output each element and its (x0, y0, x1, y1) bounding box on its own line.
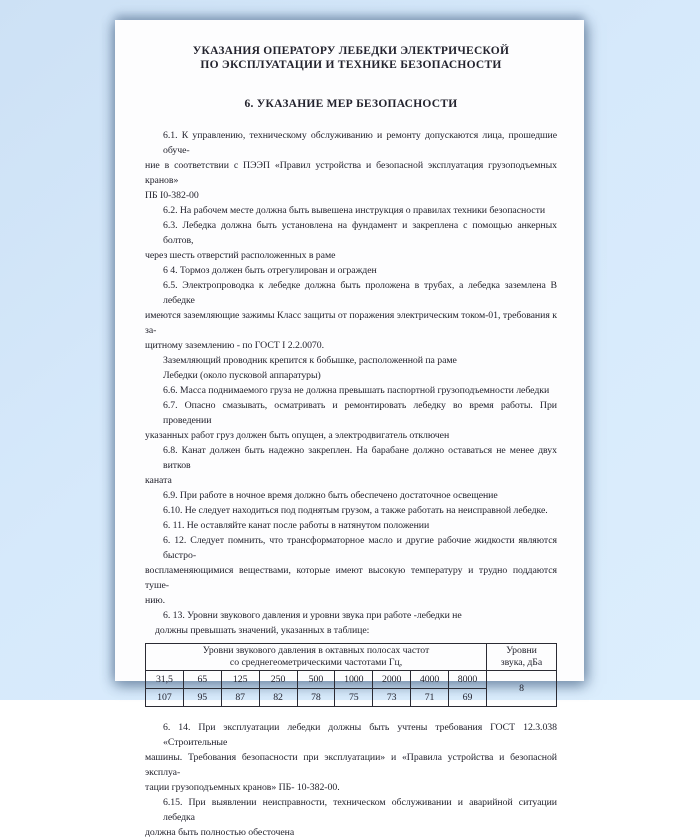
table-header-sound-line2: звука, дБа (500, 657, 543, 668)
pressure-level-cell: 87 (221, 689, 259, 707)
text-line: 6. 14. При эксплуатации лебедки должны быть учтены требования ГОСТ 12.3.038 «Строительные (163, 722, 557, 748)
frequency-cell: 65 (183, 671, 221, 689)
pressure-level-cell: 82 (259, 689, 297, 707)
pressure-level-cell: 78 (297, 689, 335, 707)
text-line: 6.6. Масса поднимаемого груза не должна превышать паспортной грузоподъемности лебедки (163, 385, 550, 396)
text-line: ПБ I0-382-00 (145, 190, 199, 201)
frequency-cell: 2000 (373, 671, 411, 689)
frequency-cell: 500 (297, 671, 335, 689)
frequency-cell: 4000 (411, 671, 449, 689)
text-line: 6.9. При работе в ночное время должно быть обеспечено достаточное освещение (163, 490, 498, 501)
text-line: 6 4. Тормоз должен быть отрегулирован и огражден (163, 265, 377, 276)
table-header-sound-line1: Уровни (506, 645, 537, 656)
paragraphs-before-table (145, 128, 557, 638)
table-header-main-line2: со среднегеометрическими частотами Гц, (229, 657, 403, 668)
pressure-level-cell: 75 (335, 689, 373, 707)
noise-levels-table (145, 643, 557, 707)
frequency-row (146, 671, 557, 689)
table-header-row (146, 644, 557, 671)
section-heading: 6. УКАЗАНИЕ МЕР БЕЗОПАСНОСТИ (244, 98, 458, 110)
text-line: 6.2. На рабочем месте должна быть вывешена инструкция о правилах техники безопасности (163, 205, 546, 216)
pressure-level-cell: 69 (449, 689, 487, 707)
frequency-cell: 125 (221, 671, 259, 689)
pressure-level-cell: 73 (373, 689, 411, 707)
document-title-line2: ПО ЭКСПЛУАТАЦИИ И ТЕХНИКЕ БЕЗОПАСНОСТИ (200, 59, 502, 71)
pressure-level-cell: 71 (411, 689, 449, 707)
pressure-level-cell: 107 (146, 689, 184, 707)
frequency-cell: 1000 (335, 671, 373, 689)
table-header-main (146, 644, 487, 671)
document-page (115, 20, 584, 838)
text-line: щитному заземлению - по ГОСТ I 2.2.0070. (145, 340, 325, 351)
table-header-main-line1: Уровни звукового давления в октавных полосах частот (202, 645, 430, 656)
pressure-level-cell: 95 (183, 689, 221, 707)
text-line: каната (145, 475, 172, 486)
document-body (145, 128, 557, 840)
text-line: 6.10. Не следует находиться под поднятым грузом, а также работать на неисправной лебедке. (163, 505, 548, 516)
document-title (145, 44, 557, 72)
text-line: 6.5. Электропроводка к лебедке должна быть проложена в трубах, а лебедка заземлена В лебедке (163, 280, 557, 306)
text-line: ние в соответствии с ПЭЭП «Правил устройства и безопасной эксплуатация грузоподъемных кранов» (145, 160, 557, 186)
text-line: 6.1. К управлению, техническому обслуживанию и ремонту допускаются лица, прошедшие обуче- (163, 130, 557, 156)
table-header-sound-level (487, 644, 557, 671)
text-line: должна быть полностью обесточена (145, 827, 295, 838)
text-line: через шесть отверстий расположенных в раме (145, 250, 336, 261)
sound-level-value: 8 (487, 671, 557, 707)
frequency-cell: 250 (259, 671, 297, 689)
text-line: 6. 12. Следует помнить, что трансформаторное масло и другие рабочие жидкости являются быстро- (163, 535, 557, 561)
text-line: указанных работ груз должен быть опущен, а электродвигатель отключен (145, 430, 450, 441)
frequency-cell: 8000 (449, 671, 487, 689)
paragraphs-after-table (145, 720, 557, 840)
text-line: Заземляющий проводник крепится к бобышке, расположенной па раме (163, 355, 457, 366)
frequency-cell: 31,5 (146, 671, 184, 689)
document-title-line1: УКАЗАНИЯ ОПЕРАТОРУ ЛЕБЕДКИ ЭЛЕКТРИЧЕСКОЙ (192, 45, 510, 57)
text-line: 6.3. Лебедка должна быть установлена на фундамент и закреплена с помощью анкерных болтов, (163, 220, 557, 246)
text-line: должны превышать значений, указанных в таблице: (155, 625, 370, 636)
text-line: 6.8. Канат должен быть надежно закреплен. На барабане должно оставаться не менее двух витков (163, 445, 557, 471)
text-line: 6. 11. Не оставляйте канат после работы в натянутом положении (163, 520, 430, 531)
text-line: машины. Требования безопасности при эксплуатации» и «Правила устройства и безопасной эксплуа- (145, 752, 557, 778)
text-line: тации грузоподъемных кранов» ПБ- 10-382-00. (145, 782, 340, 793)
text-line: 6.15. При выявлении неисправности, техническом обслуживании и аварийной ситуации лебедка (163, 797, 557, 823)
text-line: Лебедки (около пусковой аппаратуры) (163, 370, 321, 381)
text-line: 6.7. Опасно смазывать, осматривать и ремонтировать лебедку во время работы. При проведении (163, 400, 557, 426)
text-line: нию. (145, 595, 166, 606)
text-line: воспламеняющимися веществами, которые имеют высокую температуру и трудно поддаются туше- (145, 565, 557, 591)
text-line: имеются заземляющие зажимы Класс защиты от поражения электрическим током-01, требования к за- (145, 310, 557, 336)
text-line: 6. 13. Уровни звукового давления и уровни звука при работе -лебедки не (163, 610, 462, 621)
